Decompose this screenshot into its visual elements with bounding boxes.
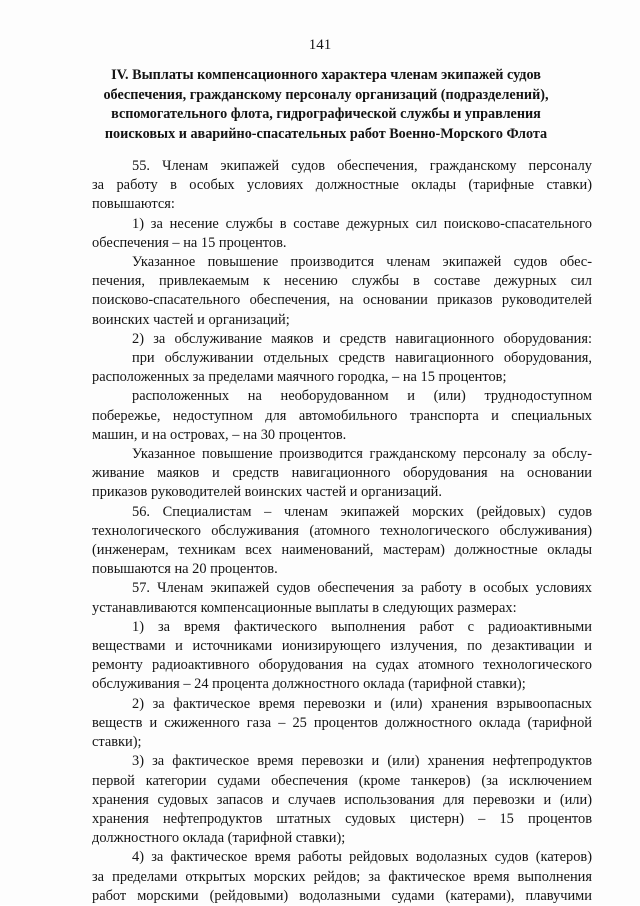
text-line: хранения судовых запасов и случаев использования для перевозки и (или) [92, 791, 592, 808]
text-line: повышаются на 20 процентов. [92, 561, 278, 578]
text-line: 3) за фактическое время перевозки и (или) хранения нефтепродуктов [132, 753, 592, 770]
text-line: Указанное повышение производится гражданскому персоналу за обслу- [132, 446, 592, 463]
text-line: печения, привлекаемым к несению службы в составе дежурных сил [92, 273, 592, 290]
text-line: живание маяков и средств навигационного оборудования на основании [92, 465, 592, 482]
text-line: первой категории судами обеспечения (кроме танкеров) (за исключением [92, 772, 592, 789]
text-line: хранения нефтепродуктов штатных судовых цистерн) – 15 процентов [92, 810, 592, 827]
document-body [92, 157, 592, 906]
heading-line: IV. Выплаты компенсационного характера членам экипажей судов [111, 67, 541, 83]
heading-line: обеспечения, гражданскому персоналу организаций (подразделений), [103, 86, 549, 103]
text-line: 1) за несение службы в составе дежурных сил поисково-спасательного [132, 215, 592, 232]
text-line: 2) за обслуживание маяков и средств навигационного оборудования: [132, 330, 592, 347]
text-line: приказов руководителей воинских частей и организаций. [92, 484, 442, 501]
text-line: 55. Членам экипажей судов обеспечения, гражданскому персоналу [132, 158, 592, 174]
text-line: воинских частей и организаций; [92, 311, 290, 328]
text-line: поисково-спасательного обеспечения, на основании приказов руководителей [92, 292, 592, 309]
text-line: технологического обслуживания (атомного технологического обслуживания) [92, 522, 592, 539]
text-line: расположенных за пределами маячного городка, – на 15 процентов; [92, 369, 507, 386]
text-line: устанавливаются компенсационные выплаты в следующих размерах: [92, 599, 517, 616]
text-line: (инженерам, техникам всех наименований, мастерам) должностные оклады [92, 542, 592, 559]
heading-line: поисковых и аварийно-спасательных работ Военно-Морского Флота [104, 125, 548, 142]
heading-line: вспомогательного флота, гидрографической службы и управления [111, 106, 541, 122]
text-line: веществ и сжиженного газа – 25 процентов должностного оклада (тарифной [92, 714, 592, 731]
text-line: расположенных на необорудованном и (или) труднодоступном [132, 388, 592, 405]
text-line: 56. Специалистам – членам экипажей морских (рейдовых) судов [132, 503, 592, 520]
text-line: 2) за фактическое время перевозки и (или) хранения взрывоопасных [132, 695, 592, 712]
text-line: веществами и источниками ионизирующего излучения, по дезактивации и [92, 638, 592, 655]
text-line: за пределами открытых морских рейдов; за фактическое время выполнения [92, 868, 592, 885]
text-line: 1) за время фактического выполнения работ с радиоактивными [132, 618, 592, 635]
text-line: Указанное повышение производится членам экипажей судов обес- [132, 254, 592, 271]
text-line: обслуживания – 24 процента должностного оклада (тарифной ставки); [92, 676, 526, 693]
text-line: ремонту радиоактивного оборудования на судах атомного технологического [92, 657, 592, 674]
text-line: побережье, недоступном для автомобильного транспорта и специальных [92, 407, 592, 424]
text-line: за работу в особых условиях должностные оклады (тарифные ставки) [92, 177, 592, 194]
page-number: 141 [308, 37, 332, 53]
text-line: 4) за фактическое время работы рейдовых водолазных судов (катеров) [132, 849, 592, 866]
text-line: 57. Членам экипажей судов обеспечения за работу в особых условиях [132, 580, 592, 597]
section-heading [100, 66, 552, 144]
text-line: ставки); [92, 734, 142, 751]
text-line: обеспечения – на 15 процентов. [92, 234, 287, 251]
text-line: должностного оклада (тарифной ставки); [92, 830, 346, 847]
text-line: при обслуживании отдельных средств навигационного оборудования, [132, 350, 592, 367]
text-line: работ морскими (рейдовыми) водолазными судами (катерами), плавучими [92, 887, 592, 904]
text-line: машин, и на островах, – на 30 процентов. [92, 426, 347, 443]
text-line: повышаются: [92, 196, 175, 213]
